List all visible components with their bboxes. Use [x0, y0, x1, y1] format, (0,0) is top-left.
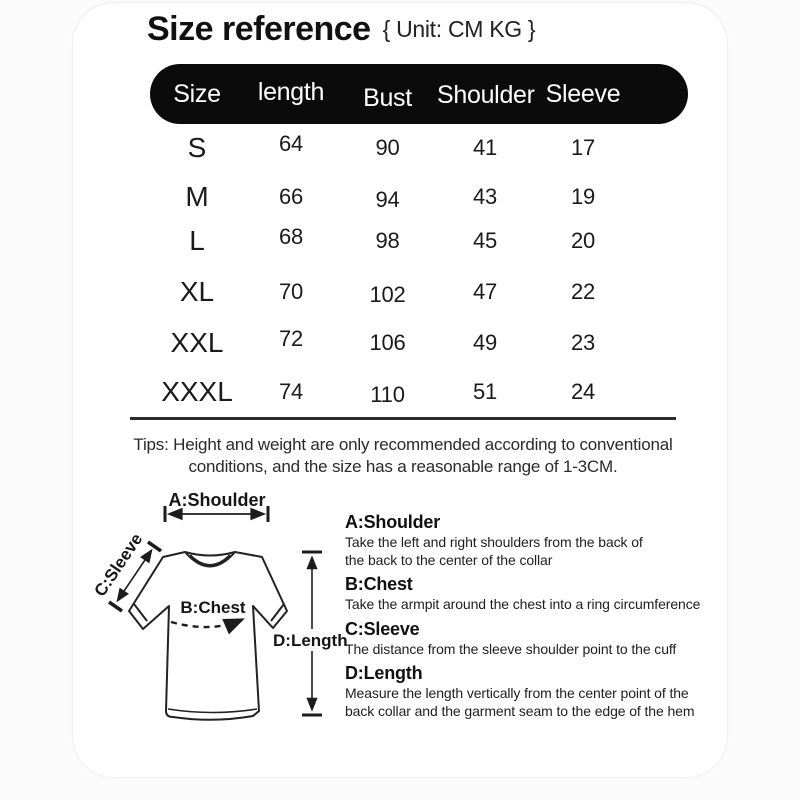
measurement-value: 72	[278, 326, 304, 352]
size-row-xl	[150, 268, 688, 317]
label-d-length: D:Length	[273, 631, 348, 650]
measurement-value: 106	[369, 330, 406, 356]
measurement-value: 94	[375, 187, 400, 212]
column-header-sleeve: Sleeve	[545, 79, 621, 108]
tshirt-measure-diagram	[85, 480, 355, 742]
guide-text-line: The distance from the sleeve shoulder point to the cuff	[345, 640, 677, 657]
table-bottom-rule	[130, 417, 676, 420]
label-a-shoulder: A:Shoulder	[168, 490, 266, 510]
measurement-value: 49	[472, 330, 498, 356]
measurement-value: 43	[472, 184, 498, 209]
size-label: XXXL	[161, 375, 233, 407]
guide-section-c	[345, 619, 728, 659]
page-title-text: Size reference	[147, 10, 371, 48]
measurement-value: 19	[570, 184, 596, 209]
measurement-value: 66	[278, 184, 304, 209]
tshirt-illustration	[129, 552, 287, 720]
size-label: L	[189, 224, 205, 256]
size-label: S	[187, 132, 207, 164]
measurement-value: 90	[375, 135, 400, 161]
guide-text-line: Measure the length vertically from the center point of the	[345, 685, 689, 701]
guide-heading: A:Shoulder	[345, 512, 440, 532]
column-header-bust: Bust	[363, 83, 412, 112]
measurement-value: 41	[472, 135, 498, 161]
tshirt-diagram-svg	[85, 480, 355, 742]
measurement-value: 23	[570, 330, 596, 356]
measurement-value: 98	[375, 227, 400, 253]
page-title	[147, 10, 535, 49]
measurement-value: 51	[472, 378, 498, 404]
measurement-value: 22	[570, 279, 596, 305]
measurement-value: 68	[278, 223, 304, 249]
guide-text-line: Take the left and right shoulders from the back of	[345, 534, 643, 550]
guide-section-a	[345, 512, 728, 569]
column-header-length: length	[257, 77, 325, 106]
size-table-body	[150, 124, 688, 416]
size-label: M	[185, 181, 209, 212]
column-header-shoulder: Shoulder	[437, 80, 535, 109]
measurement-value: 64	[278, 131, 304, 157]
size-label: XL	[179, 276, 215, 308]
tips-line-1: Tips: Height and weight are only recommended according to conventional	[133, 435, 673, 454]
measurement-value: 110	[370, 381, 405, 407]
measurement-value: 24	[570, 378, 596, 404]
measurement-value: 45	[472, 227, 498, 253]
measurement-value: 70	[278, 279, 304, 305]
measurement-value: 102	[369, 282, 406, 308]
size-row-xxxl	[150, 367, 688, 416]
measurement-value: 47	[472, 279, 498, 305]
size-row-m	[150, 173, 688, 222]
guide-heading: C:Sleeve	[345, 618, 420, 639]
size-row-s	[150, 124, 688, 173]
guide-text-line: the back to the center of the collar	[345, 551, 553, 568]
unit-note: { Unit: CM KG }	[382, 16, 536, 42]
column-header-size: Size	[173, 79, 221, 108]
tips-line-2: conditions, and the size has a reasonable range of 1-3CM.	[188, 456, 618, 476]
size-table-header	[150, 64, 688, 124]
guide-text-line: Take the armpit around the chest into a ring circumference	[345, 596, 701, 612]
size-row-xxl	[150, 319, 688, 368]
guide-heading: D:Length	[345, 663, 423, 683]
size-row-l	[150, 216, 688, 265]
measurement-value: 20	[570, 227, 596, 253]
tips-note	[103, 434, 703, 477]
size-label: XXL	[170, 327, 224, 359]
guide-section-b	[345, 574, 728, 614]
measure-guide	[345, 512, 728, 720]
guide-heading: B:Chest	[345, 574, 413, 594]
measurement-value: 17	[570, 135, 596, 161]
label-c-sleeve: C:Sleeve	[90, 529, 147, 601]
guide-section-d	[345, 663, 728, 720]
measurement-value: 74	[278, 378, 304, 404]
guide-text-line: back collar and the garment seam to the edge of the hem	[345, 702, 695, 719]
label-b-chest: B:Chest	[180, 598, 246, 617]
